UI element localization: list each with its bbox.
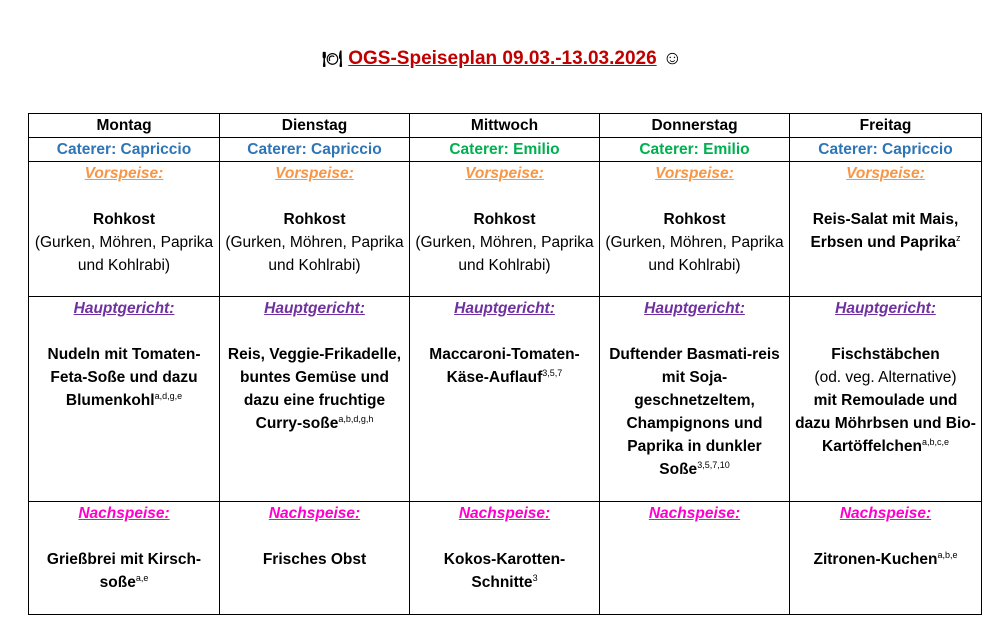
dish-detail: (Gurken, Möhren, Paprika und Kohlrabi) — [605, 234, 784, 274]
nachspeise-cell — [220, 502, 410, 615]
caterer-row — [29, 138, 982, 162]
nachspeise-cell — [410, 502, 600, 615]
vorspeise-cell — [220, 162, 410, 297]
nachspeise-label: Nachspeise: — [839, 505, 932, 522]
dish-name: Rohkost — [473, 211, 536, 228]
dish-name: Fischstäbchen — [831, 346, 940, 363]
dish-name: Nudeln mit Tomaten-Feta-Soße und dazu Blumenkohl — [47, 346, 201, 409]
hauptgericht-label: Hauptgericht: — [73, 300, 175, 317]
nachspeise-cell — [790, 502, 982, 615]
allergen-sup: a,d,g,e — [154, 390, 183, 401]
hauptgericht-cell — [600, 297, 790, 502]
dish-name: Reis, Veggie-Frikadelle, buntes Gemüse und dazu eine fruchtige Curry-soße — [227, 346, 402, 432]
dish-name: Rohkost — [663, 211, 726, 228]
hauptgericht-label: Hauptgericht: — [454, 300, 555, 317]
caterer-cell: Caterer: Capriccio — [29, 138, 220, 162]
dish-detail: (od. veg. Alternative) — [814, 369, 957, 386]
day-header: Donnerstag — [600, 114, 790, 138]
vorspeise-cell — [600, 162, 790, 297]
menu-table — [28, 113, 982, 615]
dish-name-cont: mit Remoulade und dazu Möhrbsen und Bio-Kartöffelchen — [795, 392, 976, 455]
caterer-cell: Caterer: Capriccio — [790, 138, 982, 162]
smiley-icon: ☺ — [662, 48, 683, 69]
vorspeise-label: Vorspeise: — [275, 165, 354, 182]
dish-name: Duftender Basmati-reis mit Soja-geschnetzeltem, Champignons und Paprika in dunkler Soße — [609, 346, 780, 478]
vorspeise-label: Vorspeise: — [846, 165, 925, 182]
nachspeise-cell — [600, 502, 790, 615]
allergen-sup: z — [956, 232, 961, 243]
dish-name: Maccaroni-Tomaten-Käse-Auflauf — [429, 346, 580, 386]
dish-detail: (Gurken, Möhren, Paprika und Kohlrabi) — [34, 234, 214, 274]
title-text: OGS-Speiseplan 09.03.-13.03.2026 — [348, 48, 657, 69]
allergen-sup: a,e — [135, 572, 149, 583]
vorspeise-label: Vorspeise: — [465, 165, 544, 182]
day-header: Montag — [29, 114, 220, 138]
page-title — [0, 48, 1004, 70]
dish-name: Rohkost — [283, 211, 346, 228]
allergen-sup: 3,5,7 — [542, 367, 563, 378]
day-header-row — [29, 114, 982, 138]
dish-detail: (Gurken, Möhren, Paprika und Kohlrabi) — [225, 234, 404, 274]
vorspeise-cell — [410, 162, 600, 297]
hauptgericht-row — [29, 297, 982, 502]
caterer-cell: Caterer: Emilio — [410, 138, 600, 162]
nachspeise-row — [29, 502, 982, 615]
day-header: Freitag — [790, 114, 982, 138]
allergen-sup: 3,5,7,10 — [697, 459, 730, 470]
day-header: Dienstag — [220, 114, 410, 138]
nachspeise-cell — [29, 502, 220, 615]
vorspeise-label: Vorspeise: — [84, 165, 164, 182]
caterer-cell: Caterer: Emilio — [600, 138, 790, 162]
allergen-sup: 3 — [532, 572, 538, 583]
hauptgericht-label: Hauptgericht: — [264, 300, 365, 317]
allergen-sup: a,b,d,g,h — [338, 413, 374, 424]
vorspeise-cell — [790, 162, 982, 297]
vorspeise-label: Vorspeise: — [655, 165, 734, 182]
dish-name: Zitronen-Kuchen — [813, 551, 938, 568]
vorspeise-row — [29, 162, 982, 297]
dish-name: Rohkost — [93, 211, 155, 228]
allergen-sup: a,b,c,e — [921, 436, 949, 447]
plate-cutlery-icon: 🍽 — [321, 51, 343, 68]
hauptgericht-cell — [29, 297, 220, 502]
dish-name: Grießbrei mit Kirsch-soße — [46, 551, 202, 591]
dish-name: Kokos-Karotten-Schnitte — [443, 551, 566, 591]
nachspeise-label: Nachspeise: — [78, 505, 170, 522]
hauptgericht-cell — [220, 297, 410, 502]
nachspeise-label: Nachspeise: — [268, 505, 361, 522]
hauptgericht-label: Hauptgericht: — [644, 300, 745, 317]
hauptgericht-label: Hauptgericht: — [835, 300, 936, 317]
day-header: Mittwoch — [410, 114, 600, 138]
hauptgericht-cell — [790, 297, 982, 502]
hauptgericht-cell — [410, 297, 600, 502]
dish-detail: (Gurken, Möhren, Paprika und Kohlrabi) — [415, 234, 594, 274]
nachspeise-label: Nachspeise: — [458, 505, 551, 522]
nachspeise-label: Nachspeise: — [648, 505, 741, 522]
dish-name: Frisches Obst — [262, 551, 367, 568]
dish-name: Reis-Salat mit Mais, Erbsen und Paprika — [810, 211, 959, 251]
caterer-cell: Caterer: Capriccio — [220, 138, 410, 162]
vorspeise-cell — [29, 162, 220, 297]
allergen-sup: a,b,e — [937, 549, 958, 560]
